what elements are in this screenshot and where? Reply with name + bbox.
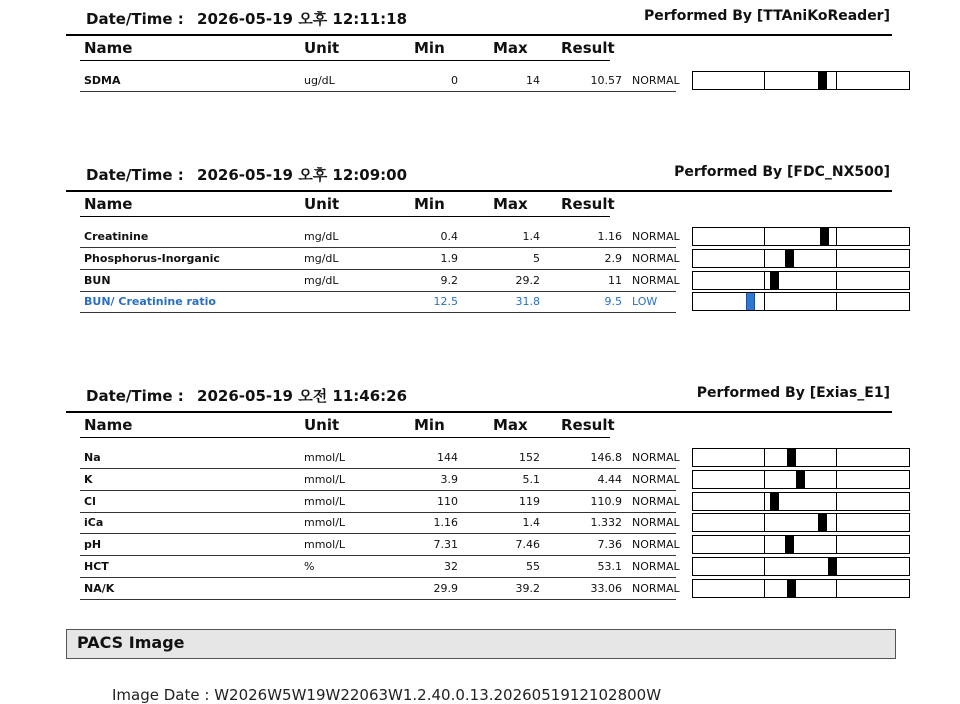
pacs-title: PACS Image xyxy=(77,633,185,652)
range-divider xyxy=(836,449,837,466)
table-row xyxy=(80,469,896,491)
test-status: NORMAL xyxy=(632,273,680,287)
test-result: 110.9 xyxy=(590,494,622,508)
test-min: 7.31 xyxy=(433,538,458,552)
test-max: 14 xyxy=(526,74,540,87)
range-divider xyxy=(764,228,765,245)
row-underline xyxy=(80,91,676,92)
test-result: 1.16 xyxy=(597,230,622,243)
range-divider xyxy=(836,272,837,289)
range-divider xyxy=(764,293,765,310)
range-divider xyxy=(836,580,837,597)
test-unit: mg/dL xyxy=(304,273,339,287)
col-unit: Unit xyxy=(304,416,340,434)
test-min: 0.4 xyxy=(440,230,458,243)
range-bar xyxy=(692,579,910,598)
test-max: 39.2 xyxy=(515,581,540,595)
col-min: Min xyxy=(414,416,445,434)
test-unit: mmol/L xyxy=(304,472,346,486)
range-divider xyxy=(836,228,837,245)
col-name: Name xyxy=(84,39,133,57)
test-status: NORMAL xyxy=(632,74,680,87)
result-marker xyxy=(818,514,827,531)
test-unit: mg/dL xyxy=(304,251,339,265)
test-min: 9.2 xyxy=(440,273,458,287)
result-marker xyxy=(785,536,794,553)
column-headers xyxy=(80,192,620,216)
row-underline xyxy=(80,599,676,600)
result-marker xyxy=(770,272,779,289)
range-divider xyxy=(764,72,765,89)
result-marker xyxy=(820,228,829,245)
test-status: NORMAL xyxy=(632,581,680,595)
test-max: 7.46 xyxy=(515,538,540,552)
result-marker xyxy=(787,580,796,597)
test-result: 146.8 xyxy=(590,451,622,464)
result-marker xyxy=(796,471,805,488)
test-max: 29.2 xyxy=(515,273,540,287)
table-row xyxy=(80,491,896,513)
column-divider xyxy=(80,216,610,217)
col-min: Min xyxy=(414,195,445,213)
datetime-value: 2026-05-19 오후 12:11:18 xyxy=(197,10,408,28)
test-name: Phosphorus-Inorganic xyxy=(84,251,220,265)
range-bar xyxy=(692,71,910,90)
result-marker xyxy=(785,250,794,267)
result-marker xyxy=(746,293,755,310)
test-status: NORMAL xyxy=(632,494,680,508)
test-unit: mmol/L xyxy=(304,494,346,508)
range-divider xyxy=(764,449,765,466)
test-max: 152 xyxy=(519,451,540,464)
table-row xyxy=(80,578,896,600)
range-divider xyxy=(764,272,765,289)
range-divider xyxy=(836,293,837,310)
range-divider xyxy=(764,580,765,597)
test-min: 0 xyxy=(451,74,458,87)
table-row xyxy=(80,226,896,248)
datetime xyxy=(86,8,407,29)
range-bar xyxy=(692,271,910,290)
col-unit: Unit xyxy=(304,39,340,57)
col-min: Min xyxy=(414,39,445,57)
test-name: SDMA xyxy=(84,74,121,87)
result-marker xyxy=(770,493,779,510)
test-result: 2.9 xyxy=(604,251,622,265)
test-min: 1.9 xyxy=(440,251,458,265)
range-bar xyxy=(692,513,910,532)
image-date-line: Image Date : W2026W5W19W22063W1.2.40.0.13.2026051912102800W xyxy=(112,686,662,704)
test-status: NORMAL xyxy=(632,560,680,573)
test-unit: mmol/L xyxy=(304,538,346,552)
performed-by: Performed By [Exias_E1] xyxy=(696,385,890,401)
result-marker xyxy=(787,449,796,466)
range-bar xyxy=(692,448,910,467)
test-name: Na xyxy=(84,451,101,464)
col-unit: Unit xyxy=(304,195,340,213)
test-unit: mg/dL xyxy=(304,230,339,243)
range-divider xyxy=(836,536,837,553)
section-header xyxy=(66,162,892,192)
section-header xyxy=(66,383,892,413)
test-name: pH xyxy=(84,538,102,552)
range-bar xyxy=(692,249,910,268)
datetime-label: Date/Time : xyxy=(86,387,184,405)
table-row xyxy=(80,70,896,92)
test-status: NORMAL xyxy=(632,230,680,243)
table-row xyxy=(80,512,896,534)
range-bar xyxy=(692,492,910,511)
test-result: 9.5 xyxy=(604,295,622,309)
col-result: Result xyxy=(561,195,615,213)
test-name: BUN xyxy=(84,273,111,287)
test-min: 3.9 xyxy=(440,472,458,486)
test-max: 5.1 xyxy=(522,472,540,486)
range-bar xyxy=(692,292,910,311)
col-max: Max xyxy=(493,195,528,213)
range-bar xyxy=(692,470,910,489)
test-result: 11 xyxy=(608,273,622,287)
test-result: 10.57 xyxy=(590,74,622,87)
table-row xyxy=(80,556,896,578)
range-divider xyxy=(836,493,837,510)
test-status: NORMAL xyxy=(632,251,680,265)
datetime-label: Date/Time : xyxy=(86,10,184,28)
table-row xyxy=(80,270,896,292)
test-min: 12.5 xyxy=(433,295,458,309)
range-divider xyxy=(836,250,837,267)
range-divider xyxy=(836,514,837,531)
test-result: 7.36 xyxy=(597,538,622,552)
table-row xyxy=(80,447,896,469)
performed-by: Performed By [FDC_NX500] xyxy=(674,164,890,180)
test-status: LOW xyxy=(632,295,658,309)
col-name: Name xyxy=(84,416,133,434)
col-name: Name xyxy=(84,195,133,213)
test-status: NORMAL xyxy=(632,472,680,486)
result-marker xyxy=(828,558,837,575)
section-header xyxy=(66,6,892,36)
test-max: 1.4 xyxy=(522,230,540,243)
test-min: 32 xyxy=(444,560,458,573)
test-max: 119 xyxy=(519,494,540,508)
table-row xyxy=(80,248,896,270)
datetime xyxy=(86,385,407,406)
test-min: 110 xyxy=(437,494,458,508)
datetime-value: 2026-05-19 오전 11:46:26 xyxy=(197,387,408,405)
range-bar xyxy=(692,535,910,554)
table-row xyxy=(80,291,896,313)
test-unit: mmol/L xyxy=(304,516,346,530)
col-max: Max xyxy=(493,39,528,57)
test-max: 5 xyxy=(533,251,540,265)
col-result: Result xyxy=(561,39,615,57)
column-divider xyxy=(80,437,610,438)
range-divider xyxy=(836,72,837,89)
test-result: 53.1 xyxy=(597,560,622,573)
pacs-image-header xyxy=(66,629,896,659)
test-name: BUN/ Creatinine ratio xyxy=(84,295,216,309)
test-unit: mmol/L xyxy=(304,451,346,464)
range-divider xyxy=(764,536,765,553)
test-name: Creatinine xyxy=(84,230,149,243)
column-divider xyxy=(80,60,610,61)
range-divider xyxy=(764,493,765,510)
range-bar xyxy=(692,227,910,246)
range-divider xyxy=(764,514,765,531)
test-max: 31.8 xyxy=(515,295,540,309)
test-status: NORMAL xyxy=(632,516,680,530)
test-result: 1.332 xyxy=(590,516,622,530)
table-row xyxy=(80,534,896,556)
range-bar xyxy=(692,557,910,576)
range-divider xyxy=(764,250,765,267)
test-min: 144 xyxy=(437,451,458,464)
test-status: NORMAL xyxy=(632,451,680,464)
test-max: 55 xyxy=(526,560,540,573)
datetime xyxy=(86,164,407,185)
test-name: NA/K xyxy=(84,581,115,595)
datetime-value: 2026-05-19 오후 12:09:00 xyxy=(197,166,408,184)
range-divider xyxy=(836,471,837,488)
column-headers xyxy=(80,413,620,437)
range-divider xyxy=(764,471,765,488)
row-underline xyxy=(80,312,676,313)
test-name: Cl xyxy=(84,494,96,508)
test-result: 33.06 xyxy=(590,581,622,595)
test-result: 4.44 xyxy=(597,472,622,486)
result-marker xyxy=(818,72,827,89)
test-min: 1.16 xyxy=(433,516,458,530)
test-status: NORMAL xyxy=(632,538,680,552)
test-name: iCa xyxy=(84,516,104,530)
datetime-label: Date/Time : xyxy=(86,166,184,184)
col-result: Result xyxy=(561,416,615,434)
test-name: K xyxy=(84,472,93,486)
test-min: 29.9 xyxy=(433,581,458,595)
test-max: 1.4 xyxy=(522,516,540,530)
range-divider xyxy=(764,558,765,575)
test-unit: % xyxy=(304,560,315,573)
test-unit: ug/dL xyxy=(304,74,335,87)
col-max: Max xyxy=(493,416,528,434)
test-name: HCT xyxy=(84,560,109,573)
column-headers xyxy=(80,36,620,60)
performed-by: Performed By [TTAniKoReader] xyxy=(643,8,890,24)
